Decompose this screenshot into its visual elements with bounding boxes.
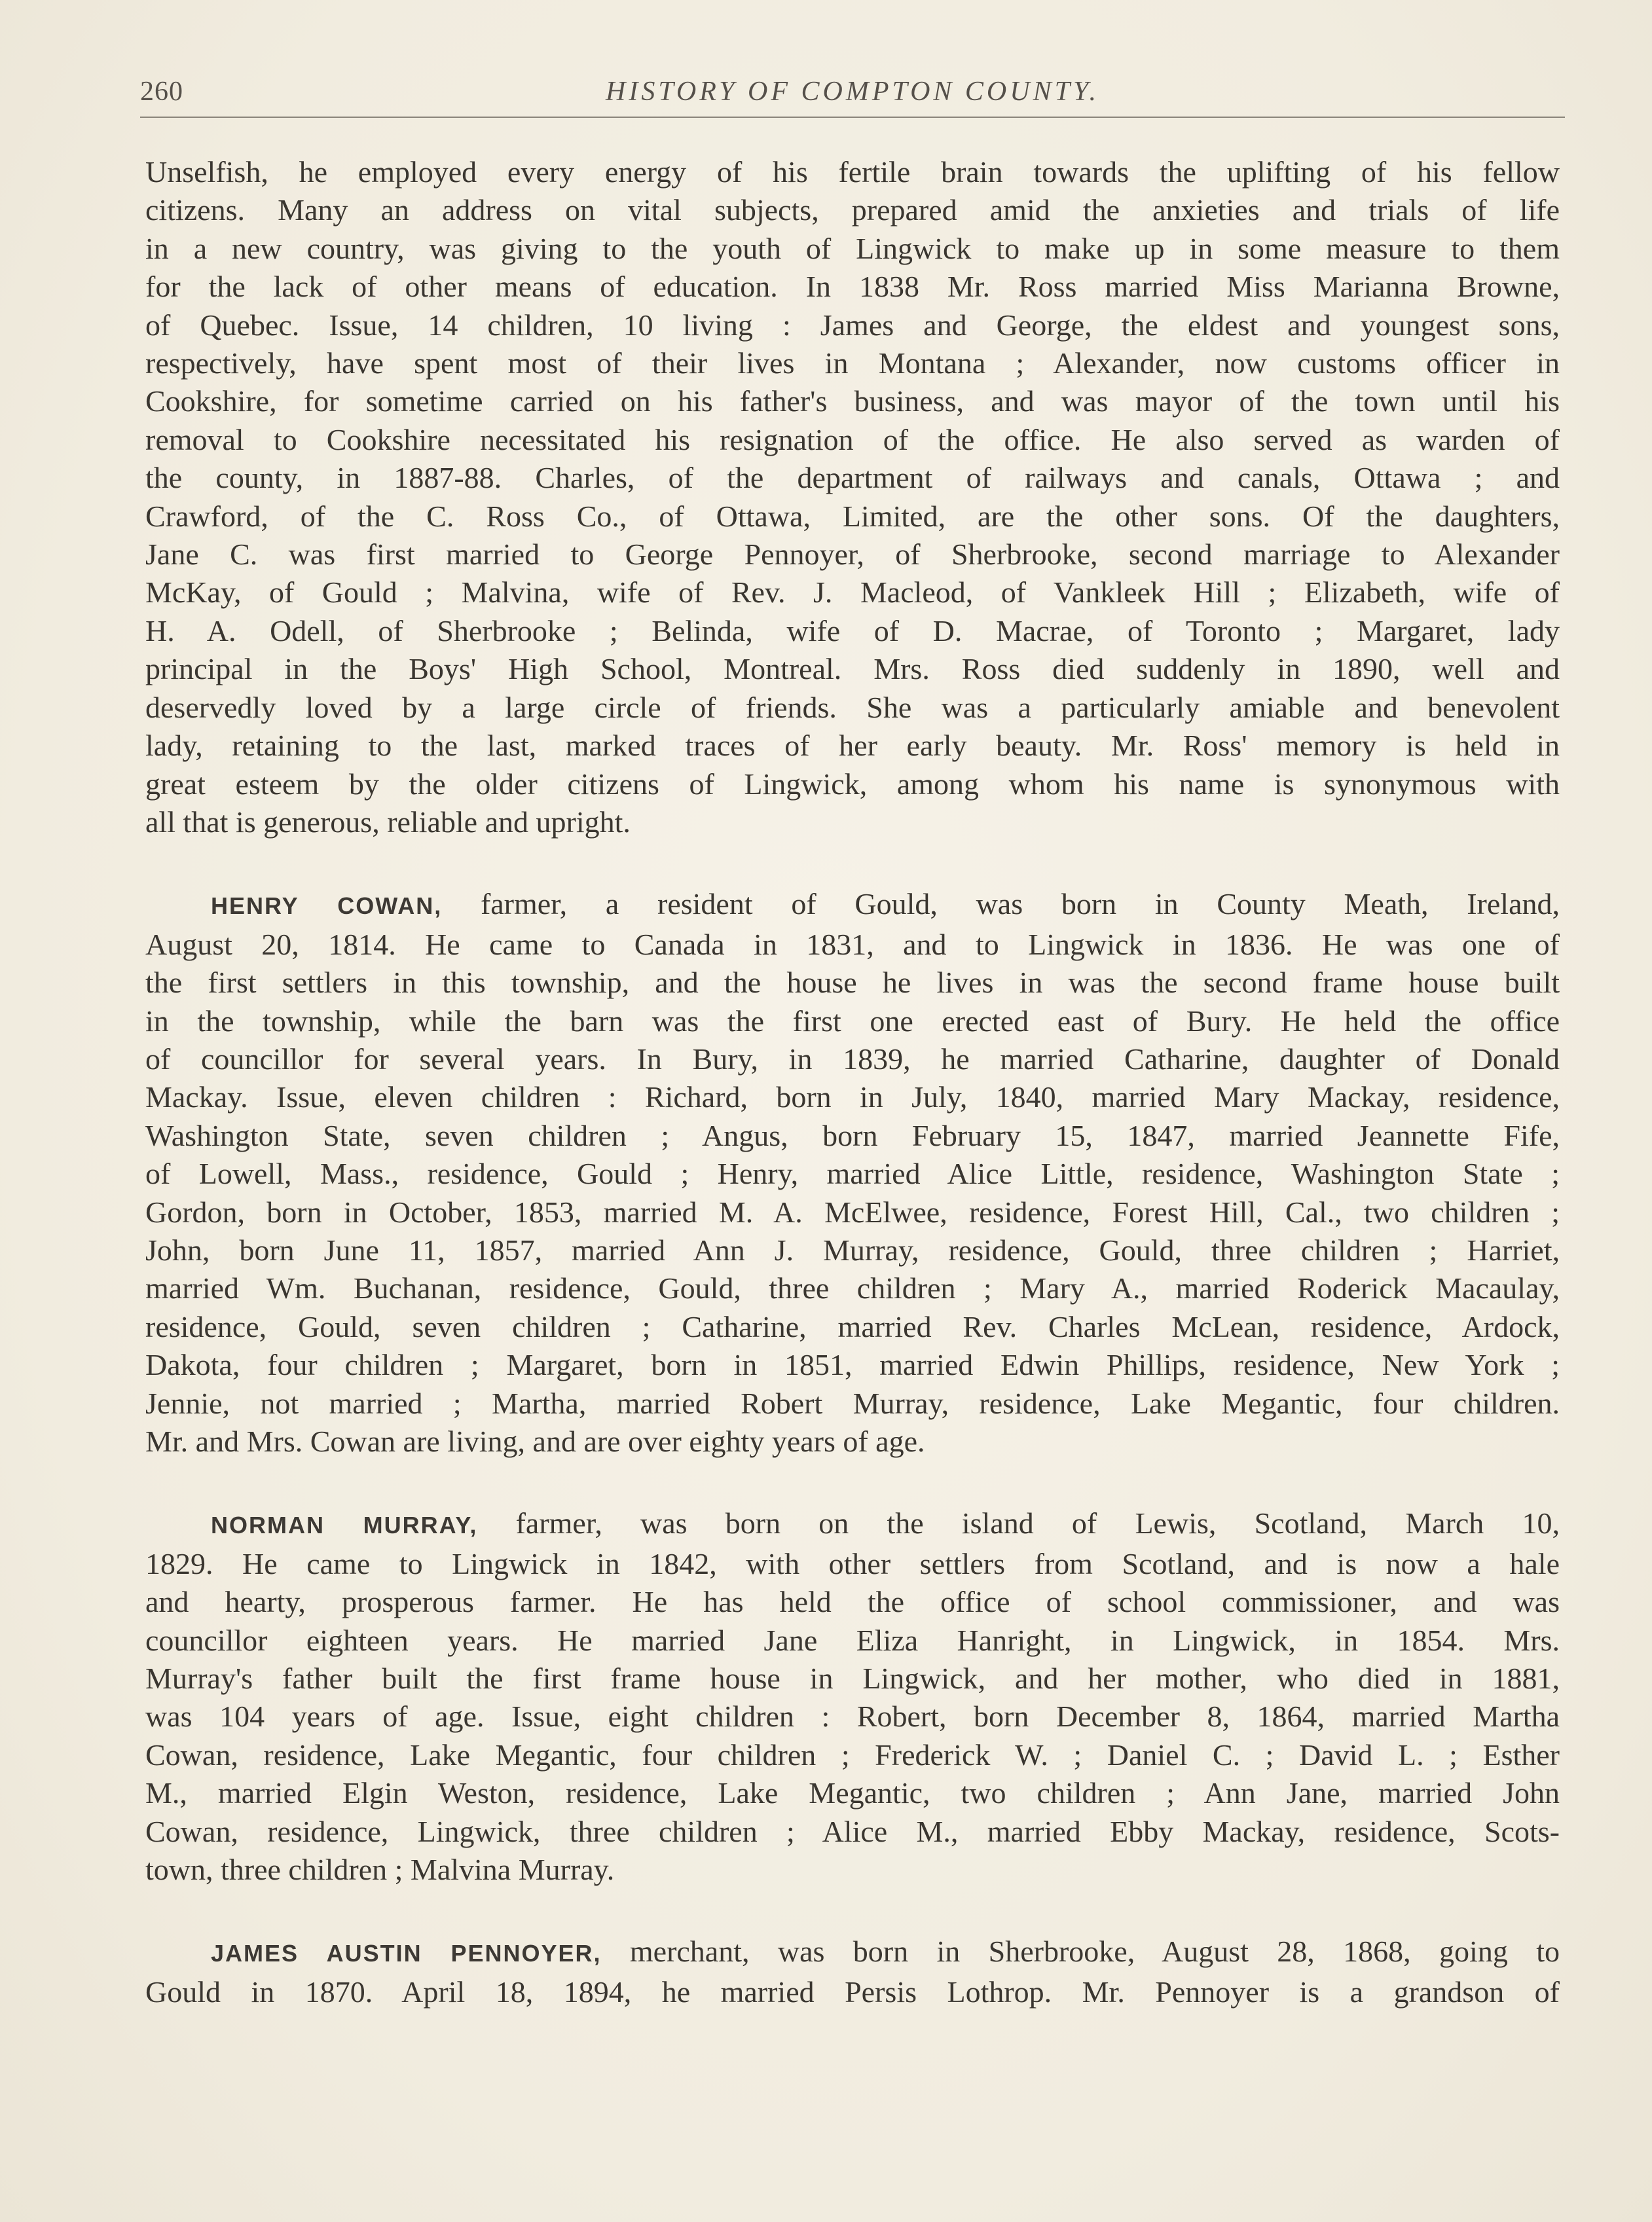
text-run: farmer, a resident of Gould, was born in County Meath, Ireland,: [442, 887, 1560, 921]
text-line: Gordon, born in October, 1853, married M. A. McElwee, residence, Forest Hill, Cal., two children ;: [145, 1195, 1560, 1229]
paragraph-ross-continued: [145, 153, 1560, 841]
text-line: M., married Elgin Weston, residence, Lake Megantic, two children ; Ann Jane, married John: [145, 1776, 1560, 1810]
text-line: the county, in 1887-88. Charles, of the department of railways and canals, Ottawa ; and: [145, 461, 1560, 495]
text-line-first: [145, 1933, 1560, 1973]
text-line: of councillor for several years. In Bury, in 1839, he married Catharine, daughter of Donald: [145, 1042, 1560, 1076]
running-head: [140, 71, 1565, 113]
text-line: married Wm. Buchanan, residence, Gould, three children ; Mary A., married Roderick Macaulay,: [145, 1271, 1560, 1305]
text-line: H. A. Odell, of Sherbrooke ; Belinda, wife of D. Macrae, of Toronto ; Margaret, lady: [145, 613, 1560, 647]
text-line: deservedly loved by a large circle of friends. She was a particularly amiable and benevolent: [145, 690, 1560, 724]
text-line: McKay, of Gould ; Malvina, wife of Rev. J. Macleod, of Vankleek Hill ; Elizabeth, wife of: [145, 575, 1560, 610]
text-line: the first settlers in this township, and the house he lives in was the second frame house built: [145, 966, 1560, 1000]
text-line: Jane C. was first married to George Pennoyer, of Sherbrooke, second marriage to Alexander: [145, 537, 1560, 572]
text-line: Mackay. Issue, eleven children : Richard, born in July, 1840, married Mary Mackay, residence,: [145, 1080, 1560, 1114]
running-title: HISTORY OF COMPTON COUNTY.: [606, 77, 1099, 107]
biography-name: NORMAN MURRAY,: [211, 1512, 478, 1539]
body-text: [145, 153, 1560, 2055]
text-line: respectively, have spent most of their lives in Montana ; Alexander, now customs officer in: [145, 346, 1560, 380]
paragraph-henry-cowan: [145, 885, 1560, 1461]
text-line: town, three children ; Malvina Murray.: [145, 1853, 615, 1887]
text-line: in a new country, was giving to the youth of Lingwick to make up in some measure to them: [145, 231, 1560, 265]
text-line: Mr. and Mrs. Cowan are living, and are over eighty years of age.: [145, 1425, 925, 1458]
text-line: Gould in 1870. April 18, 1894, he married Persis Lothrop. Mr. Pennoyer is a grandson of: [145, 1975, 1560, 2009]
text-line: Jennie, not married ; Martha, married Robert Murray, residence, Lake Megantic, four children.: [145, 1386, 1560, 1420]
text-line: Dakota, four children ; Margaret, born in 1851, married Edwin Phillips, residence, New York ;: [145, 1348, 1560, 1382]
text-line: John, born June 11, 1857, married Ann J. Murray, residence, Gould, three children ; Harriet,: [145, 1233, 1560, 1267]
text-line: for the lack of other means of education. In 1838 Mr. Ross married Miss Marianna Browne,: [145, 270, 1560, 304]
text-line: Cookshire, for sometime carried on his father's business, and was mayor of the town until his: [145, 384, 1560, 418]
text-line: in the township, while the barn was the first one erected east of Bury. He held the office: [145, 1004, 1560, 1038]
text-line-first: [145, 1504, 1560, 1544]
text-line: of Lowell, Mass., residence, Gould ; Henry, married Alice Little, residence, Washington State ;: [145, 1157, 1560, 1191]
text-line: 1829. He came to Lingwick in 1842, with other settlers from Scotland, and is now a hale: [145, 1546, 1560, 1580]
page-number: 260: [140, 77, 183, 107]
header-rule: [140, 117, 1565, 118]
text-run: merchant, was born in Sherbrooke, August 28, 1868, going to: [601, 1935, 1560, 1969]
text-line: residence, Gould, seven children ; Catharine, married Rev. Charles McLean, residence, Ardock,: [145, 1309, 1560, 1343]
text-line: was 104 years of age. Issue, eight children : Robert, born December 8, 1864, married Martha: [145, 1700, 1560, 1734]
text-line: lady, retaining to the last, marked traces of her early beauty. Mr. Ross' memory is held in: [145, 729, 1560, 763]
paragraph-norman-murray: [145, 1504, 1560, 1889]
text-run: farmer, was born on the island of Lewis, Scotland, March 10,: [477, 1506, 1560, 1540]
text-line: citizens. Many an address on vital subjects, prepared amid the anxieties and trials of life: [145, 193, 1560, 227]
text-line-first: [145, 885, 1560, 925]
text-line: of Quebec. Issue, 14 children, 10 living : James and George, the eldest and youngest sons,: [145, 308, 1560, 342]
text-line: and hearty, prosperous farmer. He has held the office of school commissioner, and was: [145, 1585, 1560, 1619]
text-line: Cowan, residence, Lake Megantic, four children ; Frederick W. ; Daniel C. ; David L. ; Esther: [145, 1738, 1560, 1772]
biography-name: HENRY COWAN,: [211, 892, 443, 920]
text-line: Murray's father built the first frame house in Lingwick, and her mother, who died in 1881,: [145, 1662, 1560, 1696]
text-line: removal to Cookshire necessitated his resignation of the office. He also served as warden of: [145, 422, 1560, 456]
text-line: great esteem by the older citizens of Lingwick, among whom his name is synonymous with: [145, 767, 1560, 801]
text-line: Crawford, of the C. Ross Co., of Ottawa, Limited, are the other sons. Of the daughters,: [145, 499, 1560, 533]
paragraph-james-austin-pennoyer: [145, 1933, 1560, 2011]
text-line: Washington State, seven children ; Angus, born February 15, 1847, married Jeannette Fife,: [145, 1118, 1560, 1152]
text-line: August 20, 1814. He came to Canada in 1831, and to Lingwick in 1836. He was one of: [145, 927, 1560, 961]
text-line: principal in the Boys' High School, Montreal. Mrs. Ross died suddenly in 1890, well and: [145, 652, 1560, 686]
text-line: Cowan, residence, Lingwick, three children ; Alice M., married Ebby Mackay, residence, Scots-: [145, 1814, 1560, 1848]
text-line: Unselfish, he employed every energy of his fertile brain towards the uplifting of his fellow: [145, 155, 1560, 189]
text-line: councillor eighteen years. He married Jane Eliza Hanright, in Lingwick, in 1854. Mrs.: [145, 1623, 1560, 1657]
text-line: all that is generous, reliable and upright.: [145, 805, 631, 839]
biography-name: JAMES AUSTIN PENNOYER,: [211, 1940, 602, 1967]
